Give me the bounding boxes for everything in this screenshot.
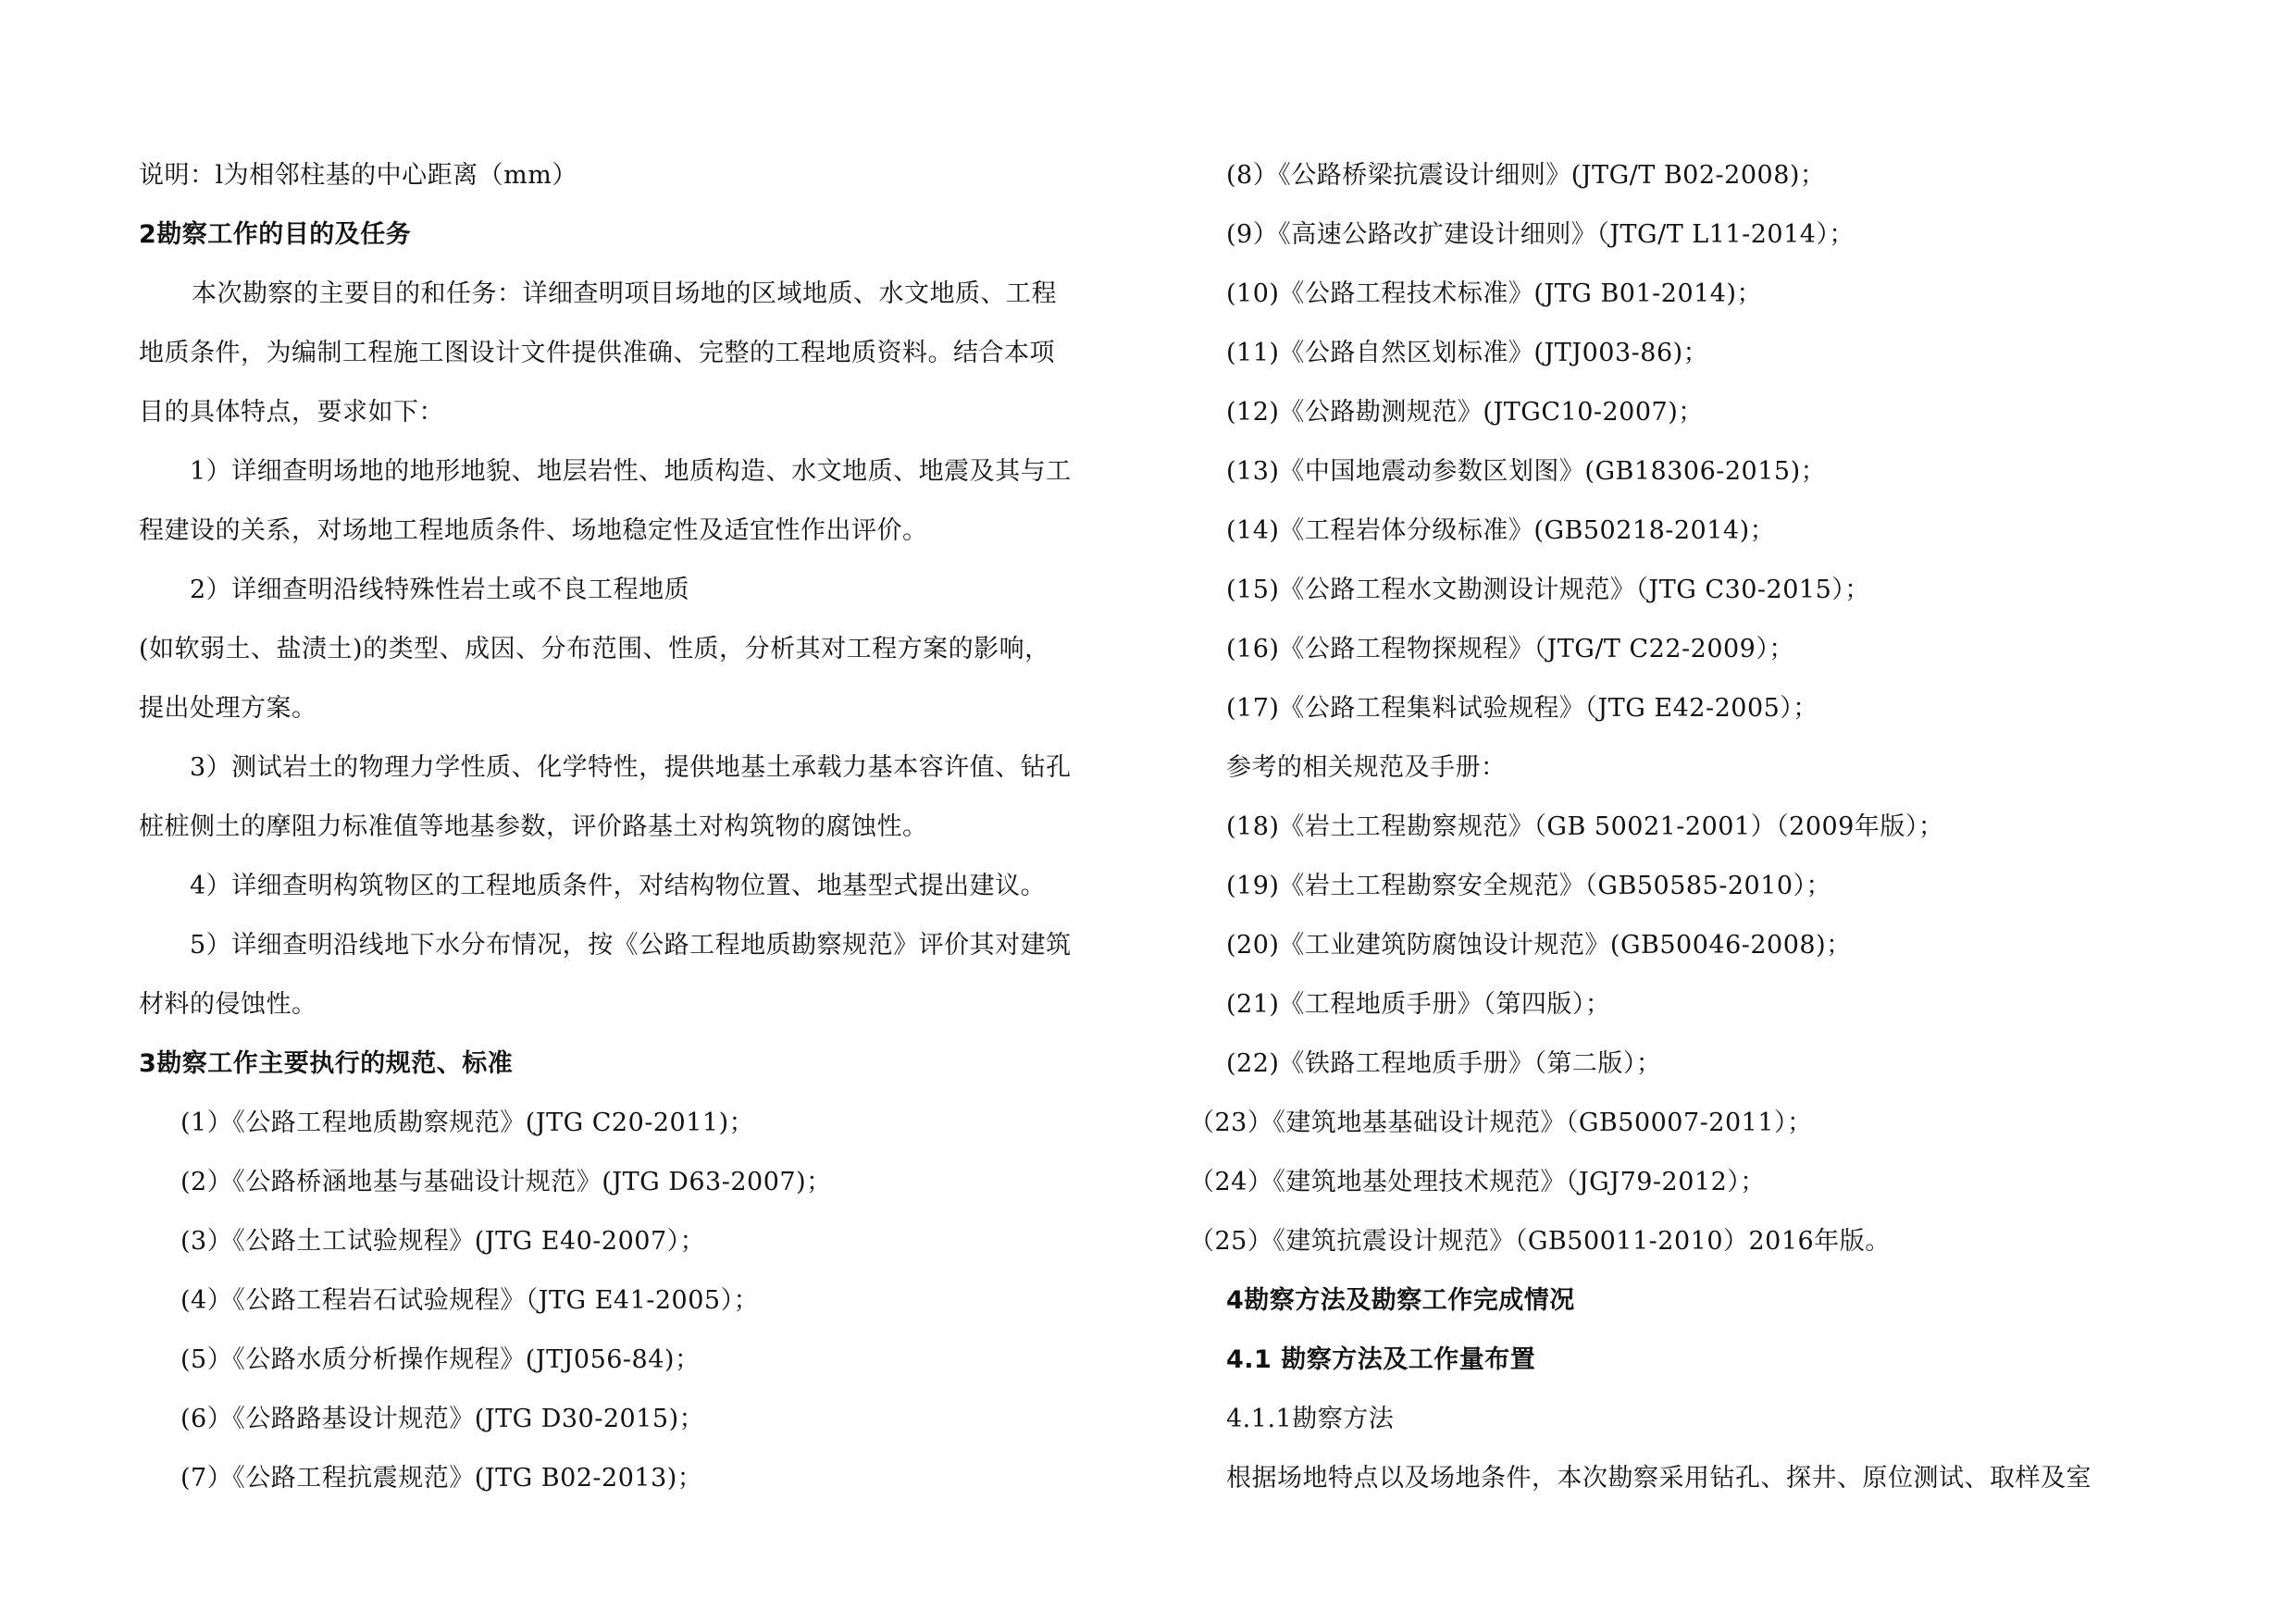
spec-item: (8）《公路桥梁抗震设计细则》(JTG/T B02-2008)；: [1226, 161, 1826, 190]
spec-item: (5）《公路水质分析操作规程》(JTJ056-84)；: [180, 1345, 701, 1374]
section-3-heading: 3勘察工作主要执行的规范、标准: [139, 1049, 514, 1078]
spec-item: （24）《建筑地基处理技术规范》（JGJ79-2012）；: [1189, 1168, 1766, 1196]
requirement-5-line: 5）详细查明沿线地下水分布情况，按《公路工程地质勘察规范》评价其对建筑: [190, 931, 1072, 960]
spec-item: (17)《公路工程集料试验规程》（JTG E42-2005）；: [1226, 694, 1818, 723]
requirement-2-line: (如软弱土、盐渍土)的类型、成因、分布范围、性质，分析其对工程方案的影响，: [139, 635, 1050, 663]
spec-item: (11)《公路自然区划标准》(JTJ003-86)；: [1226, 339, 1709, 367]
spec-item: (10)《公路工程技术标准》(JTG B01-2014)；: [1226, 279, 1763, 308]
spec-item: (14)《工程岩体分级标准》(GB50218-2014)；: [1226, 516, 1776, 545]
paragraph-line: 根据场地特点以及场地条件，本次勘察采用钻孔、探井、原位测试、取样及室: [1226, 1464, 2091, 1493]
spec-item: (4）《公路工程岩石试验规程》（JTG E41-2005）；: [180, 1286, 760, 1315]
spec-item: (16)《公路工程物探规程》（JTG/T C22-2009）；: [1226, 635, 1794, 663]
spec-item: (22)《铁路工程地质手册》（第二版）；: [1226, 1049, 1662, 1078]
spec-item: (20)《工业建筑防腐蚀设计规范》(GB50046-2008)；: [1226, 931, 1852, 960]
section-4-1-heading: 4.1 勘察方法及工作量布置: [1226, 1345, 1536, 1374]
note-line: 说明：l为相邻柱基的中心距离（mm）: [139, 161, 577, 190]
requirement-2-line: 2）详细查明沿线特殊性岩土或不良工程地质: [190, 576, 690, 604]
section-2-heading: 2勘察工作的目的及任务: [139, 220, 412, 249]
spec-item: (18)《岩土工程勘察规范》（GB 50021-2001）（2009年版）；: [1226, 812, 1944, 841]
requirement-1-line: 1）详细查明场地的地形地貌、地层岩性、地质构造、水文地质、地震及其与工: [190, 457, 1072, 486]
paragraph-line: 地质条件，为编制工程施工图设计文件提供准确、完整的工程地质资料。结合本项: [139, 339, 1055, 367]
section-4-1-1-heading: 4.1.1勘察方法: [1226, 1405, 1395, 1433]
requirement-3-line: 桩桩侧土的摩阻力标准值等地基参数，评价路基土对构筑物的腐蚀性。: [139, 812, 928, 841]
spec-item: (21)《工程地质手册》（第四版）；: [1226, 990, 1611, 1019]
spec-item: (2）《公路桥涵地基与基础设计规范》(JTG D63-2007)；: [180, 1168, 832, 1196]
spec-item: (12)《公路勘测规范》(JTGC10-2007)；: [1226, 398, 1704, 427]
section-4-heading: 4勘察方法及勘察工作完成情况: [1226, 1286, 1575, 1315]
spec-item: (15)《公路工程水文勘测设计规范》（JTG C30-2015）；: [1226, 576, 1870, 604]
spec-item: （23）《建筑地基基础设计规范》（GB50007-2011）；: [1189, 1109, 1813, 1137]
spec-item: (3）《公路土工试验规程》(JTG E40-2007）；: [180, 1227, 706, 1256]
reference-title: 参考的相关规范及手册：: [1226, 753, 1507, 782]
spec-item: (13)《中国地震动参数区划图》(GB18306-2015)；: [1226, 457, 1827, 486]
spec-item: (6）《公路路基设计规范》(JTG D30-2015)；: [180, 1405, 705, 1433]
requirement-5-line: 材料的侵蚀性。: [139, 990, 317, 1019]
requirement-2-line: 提出处理方案。: [139, 694, 317, 723]
requirement-4-line: 4）详细查明构筑物区的工程地质条件，对结构物位置、地基型式提出建议。: [190, 872, 1047, 900]
spec-item: (9）《高速公路改扩建设计细则》（JTG/T L11-2014）；: [1226, 220, 1855, 249]
spec-item: （25）《建筑抗震设计规范》（GB50011-2010）2016年版。: [1189, 1227, 1891, 1256]
paragraph-line: 本次勘察的主要目的和任务：详细查明项目场地的区域地质、水文地质、工程: [192, 279, 1057, 308]
spec-item: (1）《公路工程地质勘察规范》(JTG C20-2011)；: [180, 1109, 755, 1137]
spec-item: (7）《公路工程抗震规范》(JTG B02-2013)；: [180, 1464, 703, 1493]
spec-item: (19)《岩土工程勘察安全规范》（GB50585-2010）；: [1226, 872, 1832, 900]
paragraph-line: 目的具体特点，要求如下：: [139, 398, 444, 427]
requirement-3-line: 3）测试岩土的物理力学性质、化学特性，提供地基土承载力基本容许值、钻孔: [190, 753, 1072, 782]
requirement-1-line: 程建设的关系，对场地工程地质条件、场地稳定性及适宜性作出评价。: [139, 516, 928, 545]
right-column: [1189, 146, 2193, 1508]
left-column: [139, 146, 1143, 1508]
